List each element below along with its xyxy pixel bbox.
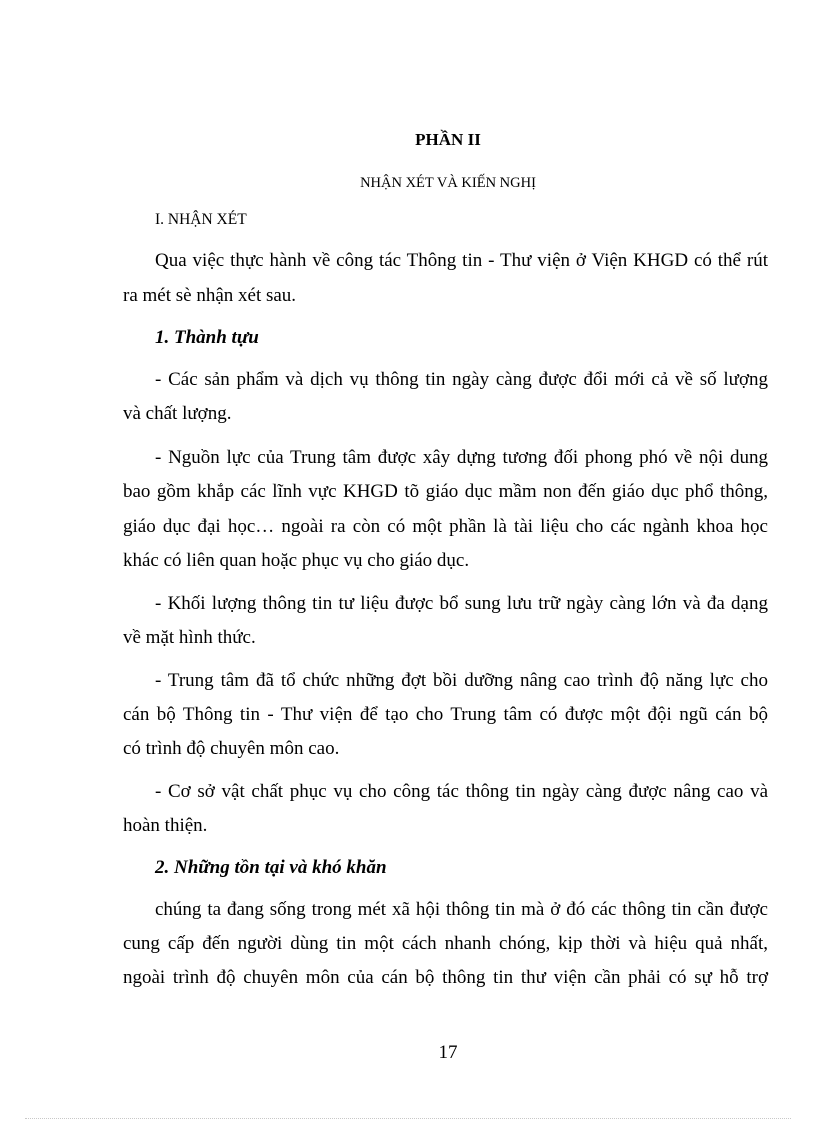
achievement-line: - Các sản phẩm và dịch vụ thông tin ngày càng được đổi mới cả về số lượng xyxy=(155,369,768,390)
difficulty-line: ngoài trình độ chuyên môn của cán bộ thông tin thư viện cần phải có sự hỗ trợ xyxy=(123,967,768,988)
page-bottom-rule xyxy=(25,1118,791,1119)
achievement-line: bao gồm khắp các lĩnh vực KHGD tõ giáo dục mầm non đến giáo dục phổ thông, xyxy=(123,481,768,502)
achievement-line: - Cơ sở vật chất phục vụ cho công tác thông tin ngày càng được nâng cao và xyxy=(155,781,768,802)
difficulty-line: cung cấp đến người dùng tin một cách nhanh chóng, kịp thời và hiệu quả nhất, xyxy=(123,933,768,954)
heading-achievements: 1. Thành tựu xyxy=(155,327,259,348)
achievement-line: - Nguồn lực của Trung tâm được xây dựng tương đối phong phó về nội dung xyxy=(155,447,768,468)
achievement-line: có trình độ chuyên môn cao. xyxy=(123,738,340,759)
difficulty-line: chúng ta đang sống trong mét xã hội thông tin mà ở đó các thông tin cần được xyxy=(155,899,768,920)
achievement-line: hoàn thiện. xyxy=(123,815,208,836)
achievement-line: - Khối lượng thông tin tư liệu được bổ sung lưu trữ ngày càng lớn và đa dạng xyxy=(155,593,768,614)
intro-line: ra mét sè nhận xét sau. xyxy=(123,285,297,306)
subtitle: NHẬN XÉT VÀ KIẾN NGHỊ xyxy=(360,175,536,191)
intro-line: Qua việc thực hành về công tác Thông tin - Thư viện ở Viện KHGD có thể rút xyxy=(155,250,768,271)
achievement-line: cán bộ Thông tin - Thư viện để tạo cho Trung tâm có được một đội ngũ cán bộ xyxy=(123,704,768,725)
achievement-line: về mặt hình thức. xyxy=(123,627,256,648)
heading-difficulties: 2. Những tồn tại và khó khăn xyxy=(155,857,387,878)
achievement-line: và chất lượng. xyxy=(123,403,232,424)
part-title: PHẦN II xyxy=(415,130,481,149)
achievement-line: giáo dục đại học… ngoài ra còn có một phần là tài liệu cho các ngành khoa học xyxy=(123,516,768,537)
page-number: 17 xyxy=(438,1042,458,1063)
achievement-line: khác có liên quan hoặc phục vụ cho giáo dục. xyxy=(123,550,470,571)
achievement-line: - Trung tâm đã tổ chức những đợt bồi dưỡng nâng cao trình độ năng lực cho xyxy=(155,670,768,691)
section-heading: I. NHẬN XÉT xyxy=(155,211,247,228)
